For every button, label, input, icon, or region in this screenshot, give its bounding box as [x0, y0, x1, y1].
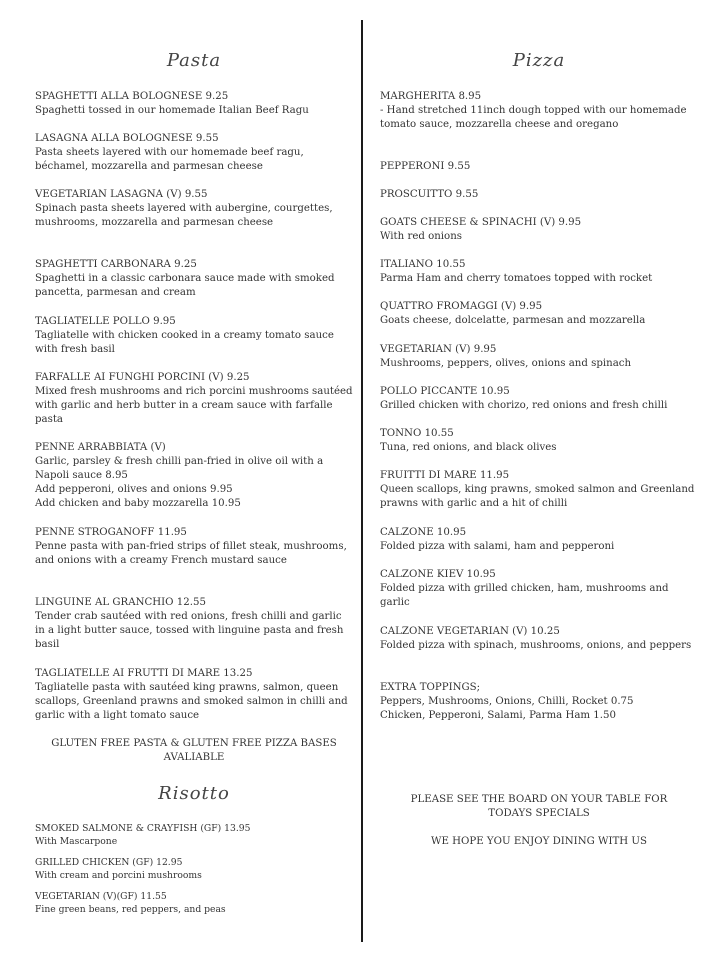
item-description: Mushrooms, peppers, olives, onions and spinach	[380, 358, 632, 369]
item-description: Tuna, red onions, and black olives	[380, 442, 557, 453]
item-description: Folded pizza with spinach, mushrooms, onions, and peppers	[380, 640, 692, 651]
menu-item	[380, 160, 698, 174]
menu-item	[380, 343, 698, 371]
item-description: Tender crab sautéed with red onions, fresh chilli and garlic in a light butter sauce, tossed with linguine pasta and fresh basil	[35, 611, 344, 650]
menu-item	[35, 258, 353, 300]
menu-item	[380, 681, 698, 723]
item-extra: Add chicken and baby mozzarella 10.95	[35, 498, 241, 509]
item-description: Parma Ham and cherry tomatoes topped with rocket	[380, 273, 653, 284]
menu-item	[35, 315, 353, 357]
gluten-free-note: GLUTEN FREE PASTA & GLUTEN FREE PIZZA BASES AVALIABLE	[51, 738, 337, 763]
menu-item	[380, 258, 698, 286]
item-description: Tagliatelle with chicken cooked in a creamy tomato sauce with fresh basil	[35, 330, 334, 355]
item-name: PENNE STROGANOFF 11.95	[35, 527, 187, 538]
item-name: VEGETARIAN (V)(GF) 11.55	[35, 891, 167, 902]
menu-item	[380, 469, 698, 511]
item-description: With cream and porcini mushrooms	[35, 870, 202, 881]
item-name: CALZONE VEGETARIAN (V) 10.25	[380, 626, 560, 637]
item-name: SMOKED SALMONE & CRAYFISH (GF) 13.95	[35, 823, 251, 834]
menu-item	[35, 188, 353, 230]
item-name: VEGETARIAN LASAGNA (V) 9.55	[35, 189, 208, 200]
menu-item	[380, 526, 698, 554]
item-name: GOATS CHEESE & SPINACHI (V) 9.95	[380, 217, 582, 228]
item-description: Folded pizza with salami, ham and pepperoni	[380, 541, 615, 552]
item-name: MARGHERITA 8.95	[380, 91, 482, 102]
item-name: LASAGNA ALLA BOLOGNESE 9.55	[35, 133, 219, 144]
item-description: With red onions	[380, 231, 462, 242]
item-name: VEGETARIAN (V) 9.95	[380, 344, 497, 355]
menu-item	[380, 568, 698, 610]
item-description: With Mascarpone	[35, 836, 118, 847]
menu-item	[35, 441, 353, 511]
item-description: Fine green beans, red peppers, and peas	[35, 904, 226, 915]
column-divider	[361, 20, 363, 942]
menu-item	[35, 526, 353, 568]
item-name: PROSCUITTO 9.55	[380, 189, 479, 200]
menu-item	[380, 300, 698, 328]
item-description: Peppers, Mushrooms, Onions, Chilli, Rocket 0.75	[380, 696, 634, 707]
menu-item	[380, 625, 698, 653]
item-name: EXTRA TOPPINGS;	[380, 682, 481, 693]
item-description: Tagliatelle pasta with sautéed king prawns, salmon, queen scallops, Greenland prawns and smoked salmon in chilli and garlic with a light tomato sauce	[35, 682, 348, 721]
item-name: CALZONE 10.95	[380, 527, 467, 538]
item-extra: Chicken, Pepperoni, Salami, Parma Ham 1.50	[380, 710, 616, 721]
item-extra: Add pepperoni, olives and onions 9.95	[35, 484, 233, 495]
item-description: Goats cheese, dolcelatte, parmesan and mozzarella	[380, 315, 646, 326]
item-name: ITALIANO 10.55	[380, 259, 466, 270]
item-description: Folded pizza with grilled chicken, ham, mushrooms and garlic	[380, 583, 669, 608]
specials-note: PLEASE SEE THE BOARD ON YOUR TABLE FOR TODAYS SPECIALS	[410, 794, 668, 819]
item-description: Grilled chicken with chorizo, red onions and fresh chilli	[380, 400, 668, 411]
menu-item	[380, 216, 698, 244]
item-name: LINGUINE AL GRANCHIO 12.55	[35, 597, 206, 608]
item-name: SPAGHETTI ALLA BOLOGNESE 9.25	[35, 91, 229, 102]
item-name: CALZONE KIEV 10.95	[380, 569, 496, 580]
item-name: TAGLIATELLE POLLO 9.95	[35, 316, 176, 327]
menu-item	[35, 90, 353, 118]
menu-item	[35, 596, 353, 652]
menu-item	[35, 890, 353, 916]
item-description: - Hand stretched 11inch dough topped with our homemade tomato sauce, mozzarella cheese and oregano	[380, 105, 687, 130]
pizza-heading: Pizza	[512, 50, 566, 71]
item-description: Garlic, parsley & fresh chilli pan-fried in olive oil with a Napoli sauce 8.95	[35, 456, 324, 481]
item-name: TONNO 10.55	[380, 428, 454, 439]
item-name: FARFALLE AI FUNGHI PORCINI (V) 9.25	[35, 372, 250, 383]
item-description: Pasta sheets layered with our homemade beef ragu, béchamel, mozzarella and parmesan cheese	[35, 147, 304, 172]
item-description: Queen scallops, king prawns, smoked salmon and Greenland prawns with garlic and a hit of chilli	[380, 484, 695, 509]
menu-item	[380, 427, 698, 455]
item-name: GRILLED CHICKEN (GF) 12.95	[35, 857, 183, 868]
item-description: Mixed fresh mushrooms and rich porcini mushrooms sautéed with garlic and herb butter in a cream sauce with farfalle pasta	[35, 386, 353, 425]
menu-item	[380, 385, 698, 413]
item-description: Penne pasta with pan-fried strips of fillet steak, mushrooms, and onions with a creamy French mustard sauce	[35, 541, 347, 566]
pasta-heading: Pasta	[166, 50, 222, 71]
item-name: SPAGHETTI CARBONARA 9.25	[35, 259, 197, 270]
menu-item	[35, 132, 353, 174]
item-description: Spinach pasta sheets layered with aubergine, courgettes, mushrooms, mozzarella and parmesan cheese	[35, 203, 333, 228]
menu-item	[35, 371, 353, 427]
enjoy-note: WE HOPE YOU ENJOY DINING WITH US	[431, 836, 647, 847]
menu-item	[35, 822, 353, 848]
item-description: Spaghetti tossed in our homemade Italian Beef Ragu	[35, 105, 309, 116]
menu-item	[380, 90, 698, 132]
item-name: POLLO PICCANTE 10.95	[380, 386, 510, 397]
menu-item	[35, 856, 353, 882]
menu-item	[35, 667, 353, 723]
item-name: PENNE ARRABBIATA (V)	[35, 442, 166, 453]
risotto-heading: Risotto	[158, 783, 230, 804]
item-name: FRUITTI DI MARE 11.95	[380, 470, 510, 481]
item-name: TAGLIATELLE AI FRUTTI DI MARE 13.25	[35, 668, 253, 679]
item-name: QUATTRO FROMAGGI (V) 9.95	[380, 301, 543, 312]
menu-item	[380, 188, 698, 202]
item-name: PEPPERONI 9.55	[380, 161, 471, 172]
item-description: Spaghetti in a classic carbonara sauce made with smoked pancetta, parmesan and cream	[35, 273, 335, 298]
